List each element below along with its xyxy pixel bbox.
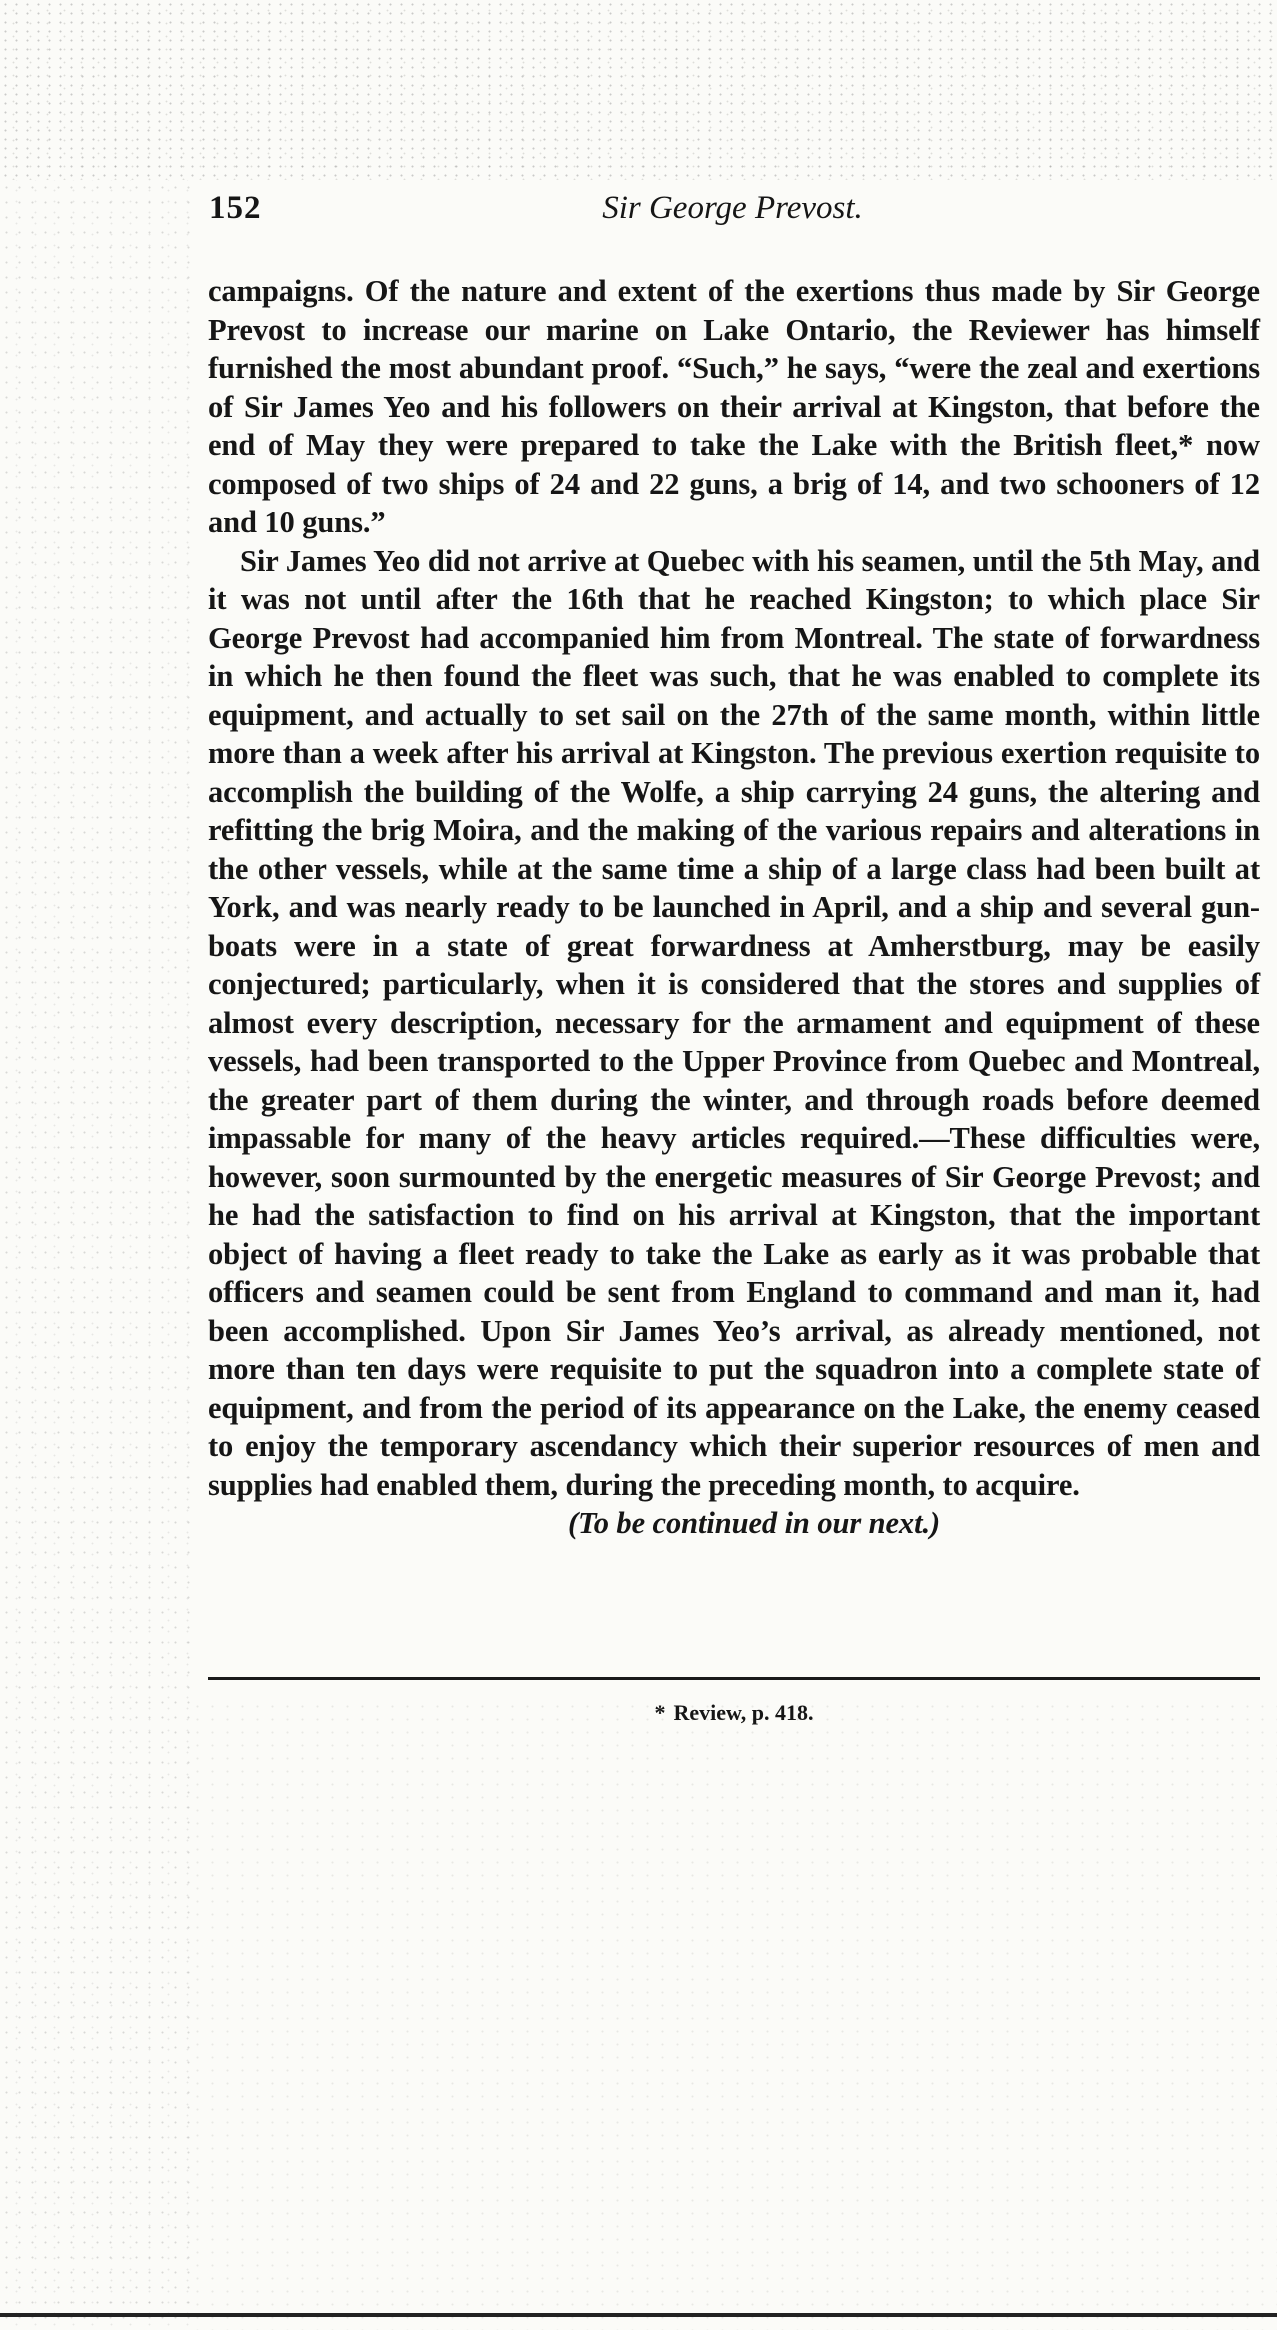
paragraph-2: Sir James Yeo did not arrive at Quebec with his seamen, until the 5th May, and it was not until after the 16th that he reached Kingston; to which place Sir George Prevost had accompanied him from Montreal. The state of forwardness in which he then found the fleet was such, that he was enabled to complete its equipment, and actually to set sail on the 27th of the same month, within little more than a week after his arrival at Kingston. The previous exertion requisite to accomplish the building of the Wolfe, a ship carrying 24 guns, the altering and refitting the brig Moira, and the making of the various repairs and alterations in the other vessels, while at the same time a ship of a large class had been built at York, and was nearly ready to be launched in April, and a ship and several gun-boats were in a state of great forwardness at Amherstburg, may be easily conjectured; particularly, when it is considered that the stores and supplies of almost every description, necessary for the armament and equipment of these vessels, had been transported to the Upper Province from Quebec and Montreal, the greater part of them during the winter, and through roads before deemed impassable for many of the heavy articles required.—These difficulties were, however, soon surmounted by the energetic measures of Sir George Prevost; and he had the satisfaction to find on his arrival at Kingston, that the important object of having a fleet ready to take the Lake as early as it was probable that officers and seamen could be sent from England to command and man it, had been accomplished. Upon Sir James Yeo’s arrival, as already mentioned, not more than ten days were requisite to put the squadron into a complete state of equipment, and from the period of its appearance on the Lake, the enemy ceased to enjoy the temporary ascendancy which their superior resources of men and supplies had enabled them, during the preceding month, to acquire. [208,543,1260,1502]
page-number: 152 [209,190,262,226]
scan-noise-top [0,0,1277,180]
running-title: Sir George Prevost. [602,190,863,226]
footnote-mark: * [654,1700,666,1725]
article-body [208,272,1260,1543]
continued-note: (To be continued in our next.) [567,1506,941,1540]
paragraph-1: campaigns. Of the nature and extent of the exertions thus made by Sir George Prevost to increase our marine on Lake Ontario, the Reviewer has himself furnished the most abundant proof. “Such,” he says, “were the zeal and exertions of Sir James Yeo and his followers on their arrival at Kingston, that before the end of May they were prepared to take the Lake with the British fleet,* now composed of two ships of 24 and 22 guns, a brig of 14, and two schooners of 12 and 10 guns.” [208,274,1260,539]
bottom-edge-rule [0,2313,1277,2317]
footnote [208,1700,1260,1726]
scan-noise-bottom [190,1700,1277,2330]
footnote-rule [208,1677,1260,1680]
footnote-text: Review, p. 418. [673,1700,814,1725]
scan-noise-left [0,180,190,2330]
running-head [205,190,1260,240]
